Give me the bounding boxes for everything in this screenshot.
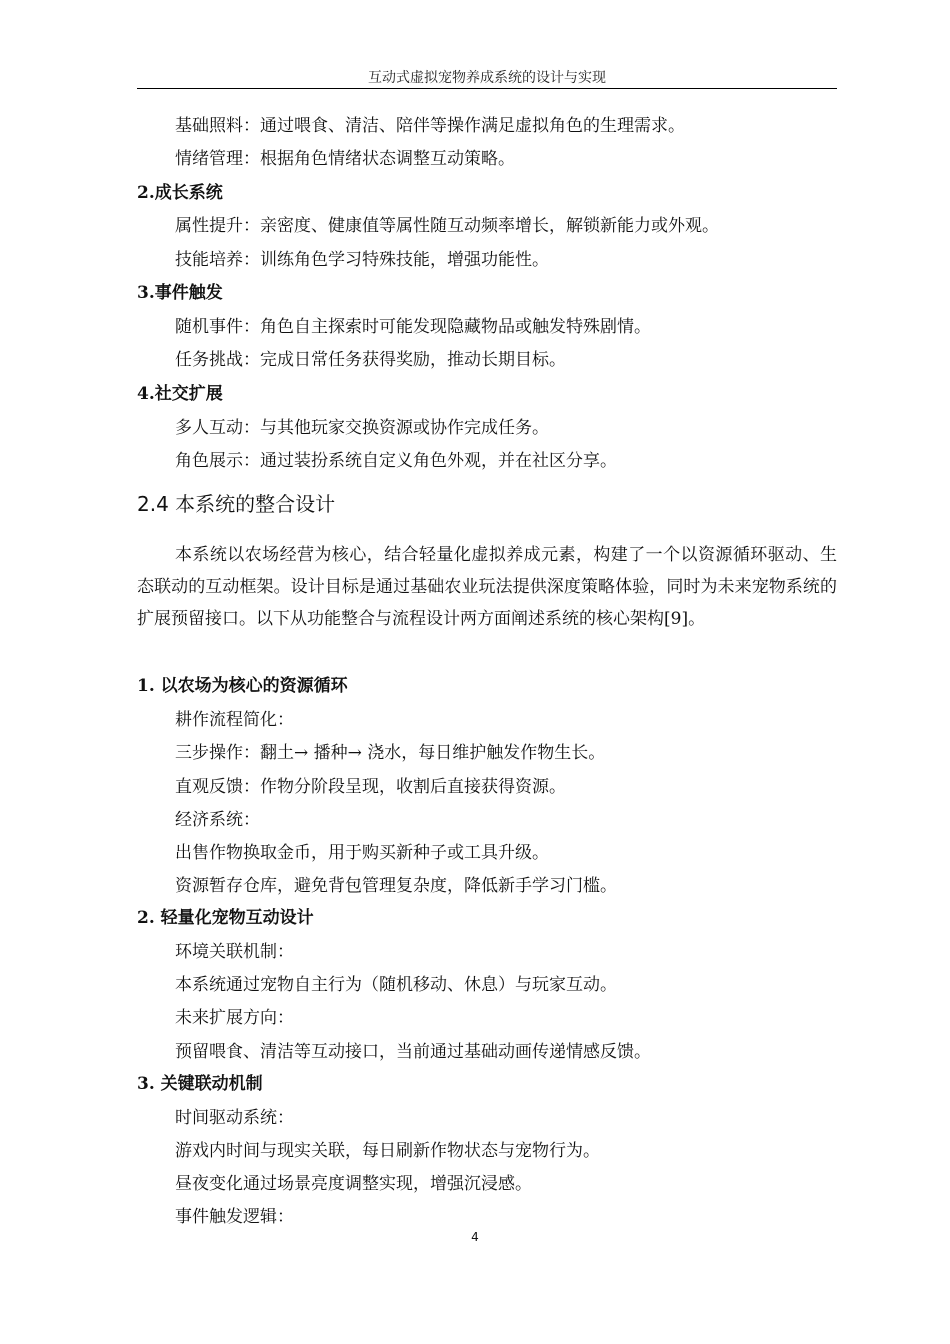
section-title: 2.4 本系统的整合设计	[137, 492, 336, 516]
text-line: 时间驱动系统：	[175, 1108, 294, 1128]
text-line: 经济系统：	[175, 810, 260, 830]
text-line: 属性提升：亲密度、健康值等属性随互动频率增长，解锁新能力或外观。	[175, 216, 719, 236]
text-line: 本系统通过宠物自主行为（随机移动、休息）与玩家互动。	[175, 975, 617, 995]
text-line: 随机事件：角色自主探索时可能发现隐藏物品或触发特殊剧情。	[175, 317, 651, 337]
text-line: 资源暂存仓库，避免背包管理复杂度，降低新手学习门槛。	[175, 876, 617, 896]
subheading: 4.社交扩展	[137, 384, 223, 404]
text-line: 预留喂食、清洁等互动接口，当前通过基础动画传递情感反馈。	[175, 1042, 651, 1062]
text-line: 角色展示：通过装扮系统自定义角色外观，并在社区分享。	[175, 451, 617, 471]
text-line: 基础照料：通过喂食、清洁、陪伴等操作满足虚拟角色的生理需求。	[175, 116, 685, 136]
text-line: 技能培养：训练角色学习特殊技能，增强功能性。	[175, 250, 549, 270]
text-line: 情绪管理：根据角色情绪状态调整互动策略。	[175, 149, 515, 169]
header-divider	[137, 88, 837, 89]
text-line: 游戏内时间与现实关联，每日刷新作物状态与宠物行为。	[175, 1141, 600, 1161]
subheading: 2.成长系统	[137, 183, 223, 203]
text-line: 出售作物换取金币，用于购买新种子或工具升级。	[175, 843, 549, 863]
subheading: 3.事件触发	[137, 283, 223, 303]
page-number: 4	[471, 1230, 479, 1244]
body-paragraph: 本系统以农场经营为核心，结合轻量化虚拟养成元素，构建了一个以资源循环驱动、生态联动的互动框架。设计目标是通过基础农业玩法提供深度策略体验，同时为未来宠物系统的扩展预留接口。以下从功能整合与流程设计两方面阐述系统的核心架构[9]。	[137, 545, 837, 629]
text-line: 任务挑战：完成日常任务获得奖励，推动长期目标。	[175, 350, 566, 370]
text-line: 环境关联机制：	[175, 942, 294, 962]
text-line: 直观反馈：作物分阶段呈现，收割后直接获得资源。	[175, 777, 566, 797]
text-line: 多人互动：与其他玩家交换资源或协作完成任务。	[175, 418, 549, 438]
text-line: 三步操作：翻土→ 播种→ 浇水，每日维护触发作物生长。	[175, 743, 606, 763]
subheading: 2. 轻量化宠物互动设计	[137, 908, 314, 928]
text-line: 事件触发逻辑：	[175, 1207, 294, 1227]
running-header: 互动式虚拟宠物养成系统的设计与实现	[368, 70, 606, 86]
text-line: 未来扩展方向：	[175, 1008, 294, 1028]
text-line: 耕作流程简化：	[175, 710, 294, 730]
subheading: 1. 以农场为核心的资源循环	[137, 676, 348, 696]
subheading: 3. 关键联动机制	[137, 1074, 263, 1094]
text-line: 昼夜变化通过场景亮度调整实现，增强沉浸感。	[175, 1174, 532, 1194]
